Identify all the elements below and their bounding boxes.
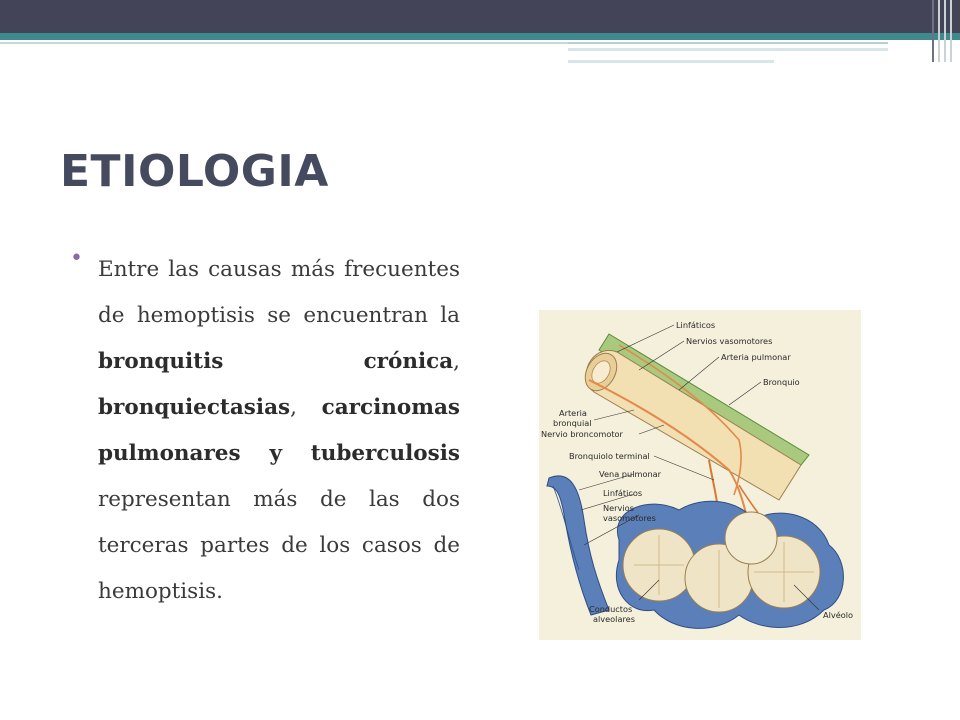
label-conductos: Conductos <box>589 604 633 614</box>
label-linfaticos-top: Linfáticos <box>676 320 716 330</box>
label-linfaticos-mid: Linfáticos <box>603 488 643 498</box>
lung-anatomy-illustration <box>539 310 861 640</box>
label-vasomotores: vasomotores <box>603 513 656 523</box>
header-rule-right-2 <box>568 48 888 51</box>
label-bronquiolo-terminal: Bronquiolo terminal <box>569 451 650 461</box>
label-nervio-broncomotor: Nervio broncomotor <box>541 429 623 439</box>
paragraph-text: , <box>453 349 460 374</box>
header-rule-left <box>0 42 568 44</box>
label-bronquial: bronquial <box>553 418 592 428</box>
label-nervios: Nervios <box>603 503 634 513</box>
paragraph-text: , <box>290 395 322 420</box>
label-bronquio: Bronquio <box>763 377 800 387</box>
label-vena-pulmonar: Vena pulmonar <box>599 469 662 479</box>
corner-stripe-1 <box>932 0 934 62</box>
alveolus-4 <box>725 512 777 564</box>
label-nervios-vasomotores-top: Nervios vasomotores <box>686 336 773 346</box>
label-alveolares: alveolares <box>593 614 635 624</box>
header-rule-right-3 <box>568 60 774 63</box>
bold-term: bronquitis crónica <box>98 349 454 374</box>
bullet-item <box>72 247 460 615</box>
paragraph-text: Entre las causas más frecuentes de hemoptisis se encuentran la <box>98 257 460 328</box>
label-arteria: Arteria <box>559 408 587 418</box>
header-accent-line <box>0 33 960 40</box>
header-bar <box>0 0 960 33</box>
bullet-paragraph <box>72 247 460 615</box>
lung-anatomy-figure <box>539 310 861 640</box>
bold-term: carcinomas pulmonares y tuberculosis <box>98 395 460 466</box>
bold-term: bronquiectasias <box>98 395 291 420</box>
paragraph-text: representan más de las dos terceras partes de los casos de hemoptisis. <box>98 487 460 604</box>
label-alveolo: Alvéolo <box>823 610 854 620</box>
corner-stripe-3 <box>944 0 946 62</box>
header-rule-right <box>568 42 888 44</box>
label-arteria-pulmonar: Arteria pulmonar <box>721 352 791 362</box>
corner-stripe-4 <box>950 0 952 62</box>
slide-title: ETIOLOGIA <box>60 146 329 197</box>
corner-stripe-2 <box>938 0 940 62</box>
bullet-dot: • <box>70 246 83 271</box>
